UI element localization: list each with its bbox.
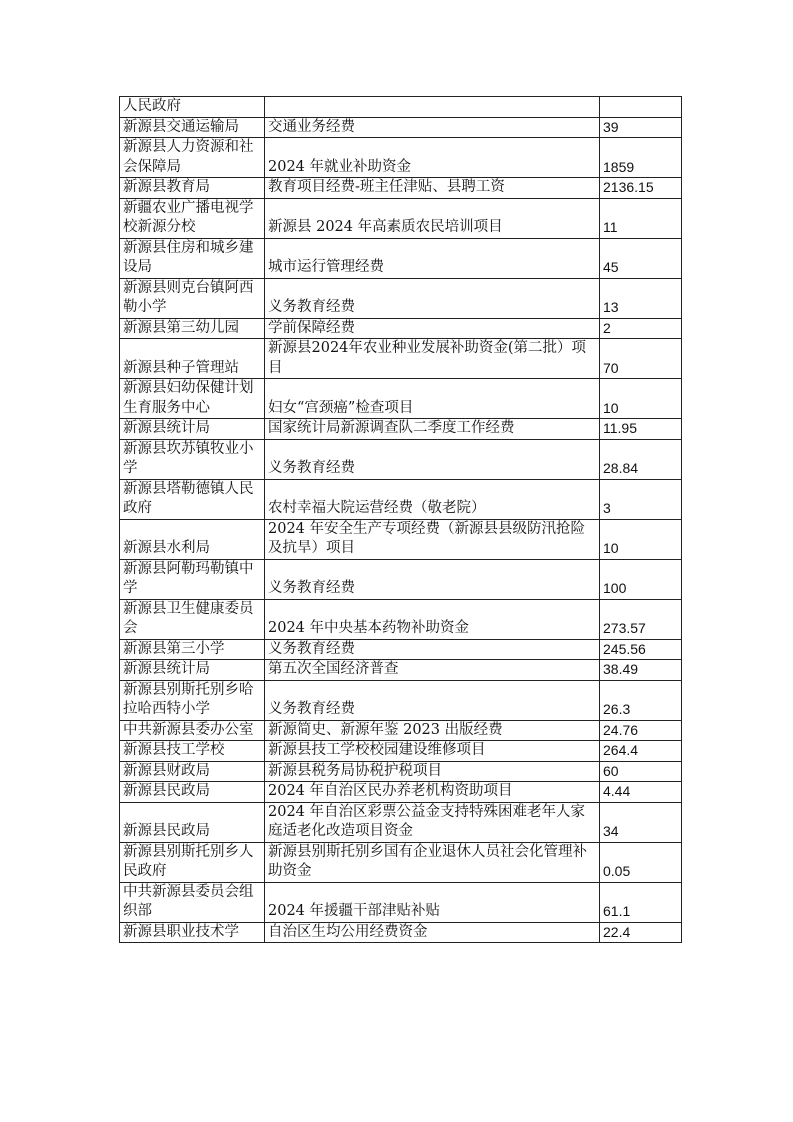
table-body xyxy=(120,97,682,943)
table-row xyxy=(120,178,682,199)
amount-cell: 273.57 xyxy=(600,599,682,639)
funding-table xyxy=(119,96,682,943)
amount-cell: 45 xyxy=(600,238,682,278)
amount-cell: 0.05 xyxy=(600,842,682,882)
table-row xyxy=(120,842,682,882)
table-row xyxy=(120,599,682,639)
project-cell: 新源县别斯托别乡国有企业退休人员社会化管理补助资金 xyxy=(265,842,600,882)
table-row xyxy=(120,761,682,782)
table-row xyxy=(120,639,682,660)
amount-cell: 28.84 xyxy=(600,439,682,479)
amount-cell: 10 xyxy=(600,519,682,559)
table-row xyxy=(120,117,682,138)
project-cell: 新源县 2024 年高素质农民培训项目 xyxy=(265,198,600,238)
project-cell: 2024 年援疆干部津贴补贴 xyxy=(265,882,600,922)
table-row xyxy=(120,419,682,440)
table-row xyxy=(120,559,682,599)
project-cell: 城市运行管理经费 xyxy=(265,238,600,278)
unit-cell: 新源县妇幼保健计划生育服务中心 xyxy=(120,379,265,419)
project-cell: 新源县税务局协税护税项目 xyxy=(265,761,600,782)
amount-cell: 24.76 xyxy=(600,720,682,741)
unit-cell: 新源县别斯托别乡人民政府 xyxy=(120,842,265,882)
unit-cell: 中共新源县委员会组织部 xyxy=(120,882,265,922)
table-row xyxy=(120,339,682,379)
unit-cell: 新源县阿勒玛勒镇中学 xyxy=(120,559,265,599)
project-cell: 2024 年就业补助资金 xyxy=(265,138,600,178)
table-row xyxy=(120,741,682,762)
unit-cell: 新源县教育局 xyxy=(120,178,265,199)
amount-cell: 1859 xyxy=(600,138,682,178)
project-cell: 国家统计局新源调查队二季度工作经费 xyxy=(265,419,600,440)
project-cell: 义务教育经费 xyxy=(265,559,600,599)
unit-cell: 新源县别斯托别乡哈拉哈西特小学 xyxy=(120,680,265,720)
unit-cell: 新源县卫生健康委员会 xyxy=(120,599,265,639)
table-row xyxy=(120,138,682,178)
project-cell: 教育项目经费-班主任津贴、县聘工资 xyxy=(265,178,600,199)
table-row xyxy=(120,318,682,339)
unit-cell: 新源县则克台镇阿西勒小学 xyxy=(120,278,265,318)
unit-cell: 新源县技工学校 xyxy=(120,741,265,762)
table-row xyxy=(120,922,682,943)
table-row xyxy=(120,660,682,681)
amount-cell: 26.3 xyxy=(600,680,682,720)
table-row xyxy=(120,97,682,118)
project-cell: 第五次全国经济普查 xyxy=(265,660,600,681)
table-row xyxy=(120,238,682,278)
project-cell: 义务教育经费 xyxy=(265,639,600,660)
amount-cell: 2136.15 xyxy=(600,178,682,199)
unit-cell: 新源县坎苏镇牧业小学 xyxy=(120,439,265,479)
unit-cell: 新源县塔勒德镇人民政府 xyxy=(120,479,265,519)
project-cell: 新源县技工学校校园建设维修项目 xyxy=(265,741,600,762)
amount-cell: 11 xyxy=(600,198,682,238)
unit-cell: 新源县住房和城乡建设局 xyxy=(120,238,265,278)
unit-cell: 新源县职业技术学 xyxy=(120,922,265,943)
amount-cell: 39 xyxy=(600,117,682,138)
amount-cell: 245.56 xyxy=(600,639,682,660)
table-row xyxy=(120,882,682,922)
table-row xyxy=(120,198,682,238)
amount-cell: 61.1 xyxy=(600,882,682,922)
amount-cell: 264.4 xyxy=(600,741,682,762)
unit-cell: 新源县第三幼儿园 xyxy=(120,318,265,339)
table-row xyxy=(120,479,682,519)
table-row xyxy=(120,379,682,419)
project-cell: 2024 年自治区彩票公益金支持特殊困难老年人家庭适老化改造项目资金 xyxy=(265,802,600,842)
unit-cell: 新源县种子管理站 xyxy=(120,339,265,379)
project-cell: 交通业务经费 xyxy=(265,117,600,138)
table-row xyxy=(120,720,682,741)
table-row xyxy=(120,519,682,559)
unit-cell: 中共新源县委办公室 xyxy=(120,720,265,741)
unit-cell: 人民政府 xyxy=(120,97,265,118)
amount-cell: 34 xyxy=(600,802,682,842)
unit-cell: 新源县第三小学 xyxy=(120,639,265,660)
amount-cell: 22.4 xyxy=(600,922,682,943)
table-row xyxy=(120,680,682,720)
project-cell: 2024 年中央基本药物补助资金 xyxy=(265,599,600,639)
table-row xyxy=(120,782,682,803)
project-cell: 义务教育经费 xyxy=(265,439,600,479)
amount-cell: 100 xyxy=(600,559,682,599)
table-row xyxy=(120,278,682,318)
project-cell: 农村幸福大院运营经费（敬老院） xyxy=(265,479,600,519)
unit-cell: 新源县水利局 xyxy=(120,519,265,559)
unit-cell: 新源县民政局 xyxy=(120,802,265,842)
project-cell: 妇女“宫颈癌”检查项目 xyxy=(265,379,600,419)
project-cell: 新源县2024年农业种业发展补助资金(第二批）项目 xyxy=(265,339,600,379)
project-cell: 学前保障经费 xyxy=(265,318,600,339)
amount-cell: 3 xyxy=(600,479,682,519)
unit-cell: 新源县财政局 xyxy=(120,761,265,782)
table-row xyxy=(120,439,682,479)
unit-cell: 新源县民政局 xyxy=(120,782,265,803)
table-row xyxy=(120,802,682,842)
project-cell: 2024 年安全生产专项经费（新源县县级防汛抢险及抗旱）项目 xyxy=(265,519,600,559)
unit-cell: 新源县交通运输局 xyxy=(120,117,265,138)
unit-cell: 新源县统计局 xyxy=(120,660,265,681)
project-cell: 自治区生均公用经费资金 xyxy=(265,922,600,943)
project-cell: 新源简史、新源年鉴 2023 出版经费 xyxy=(265,720,600,741)
project-cell xyxy=(265,97,600,118)
amount-cell: 13 xyxy=(600,278,682,318)
unit-cell: 新疆农业广播电视学校新源分校 xyxy=(120,198,265,238)
amount-cell: 11.95 xyxy=(600,419,682,440)
amount-cell: 38.49 xyxy=(600,660,682,681)
amount-cell xyxy=(600,97,682,118)
amount-cell: 70 xyxy=(600,339,682,379)
amount-cell: 10 xyxy=(600,379,682,419)
unit-cell: 新源县人力资源和社会保障局 xyxy=(120,138,265,178)
project-cell: 义务教育经费 xyxy=(265,680,600,720)
project-cell: 2024 年自治区民办养老机构资助项目 xyxy=(265,782,600,803)
amount-cell: 4.44 xyxy=(600,782,682,803)
project-cell: 义务教育经费 xyxy=(265,278,600,318)
amount-cell: 2 xyxy=(600,318,682,339)
unit-cell: 新源县统计局 xyxy=(120,419,265,440)
amount-cell: 60 xyxy=(600,761,682,782)
